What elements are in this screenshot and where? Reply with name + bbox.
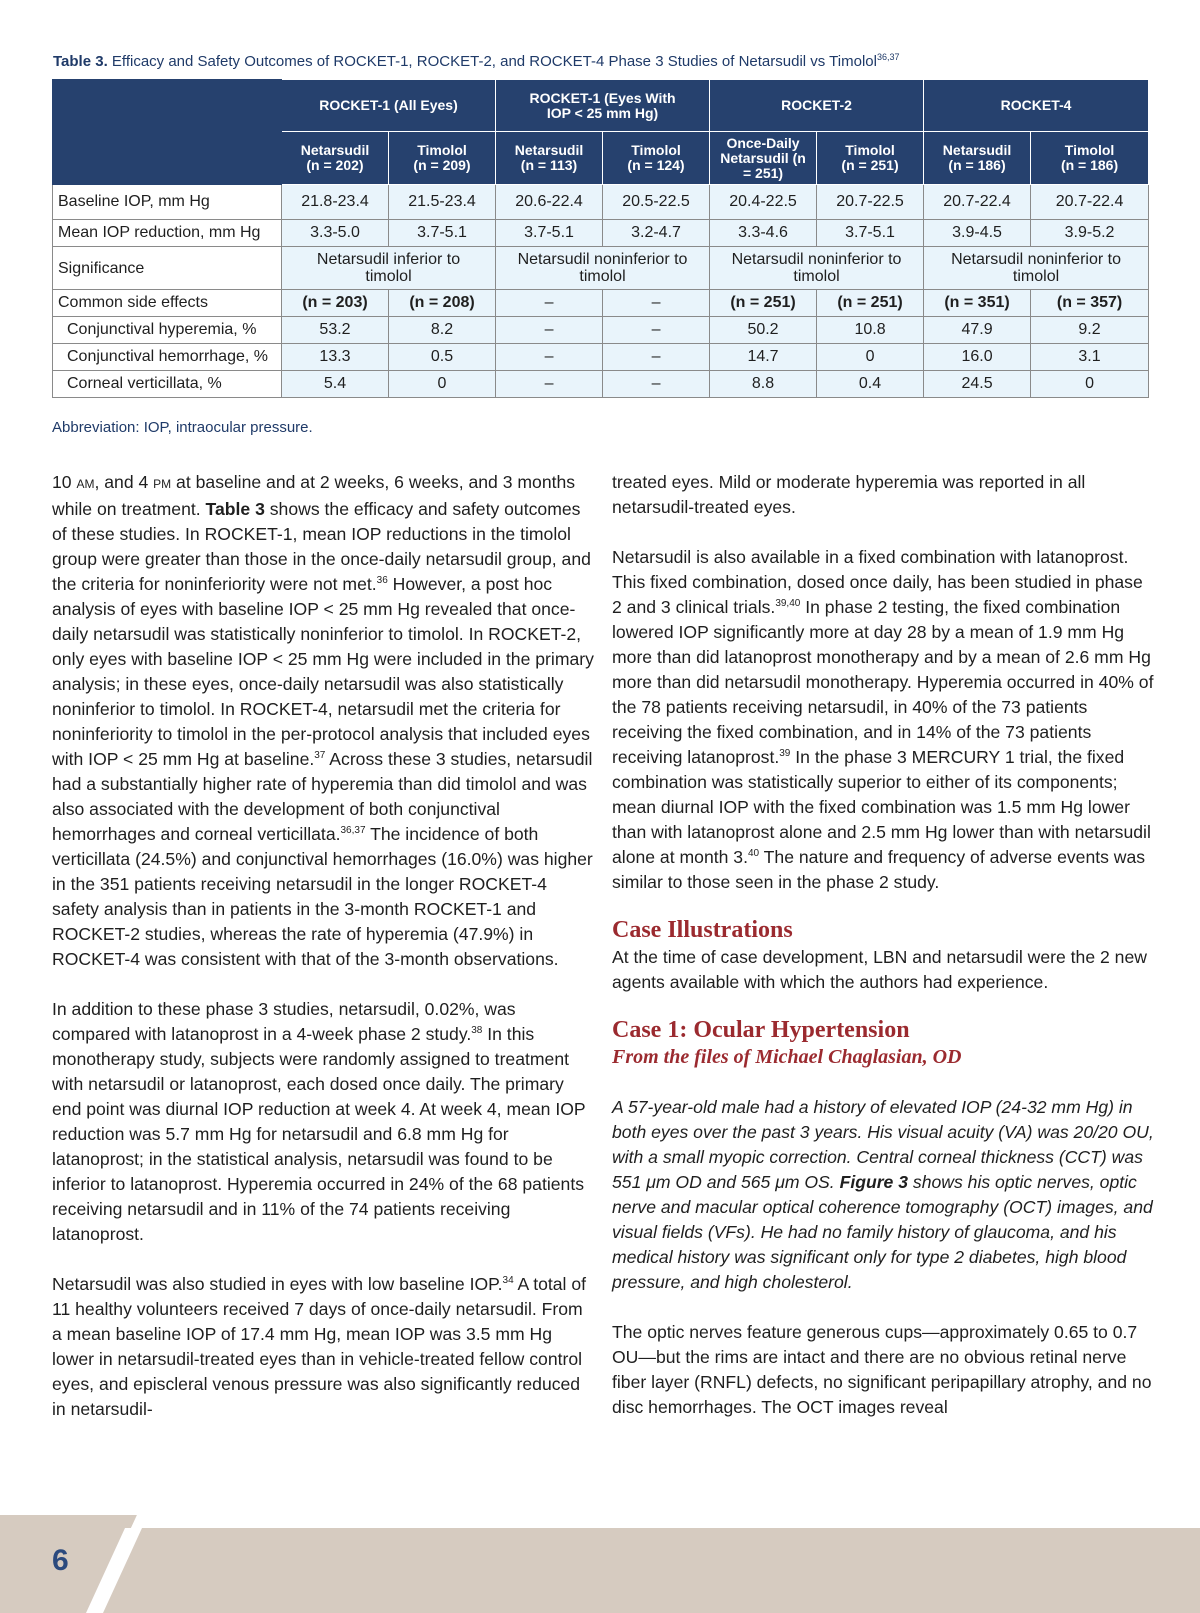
body-paragraph: Netarsudil is also available in a fixed combination with latanoprost. This fixed combination, dosed once daily, has been studied in phase 2 and 3 clinical trials.$^{39,40}$ In phase 2 testing, the fixed combination lowered IOP significantly more at day 28 by a mean of 1.9 mm Hg more than did latanoprost monotherapy and by a mean of 2.6 mm Hg more than did netarsudil monotherapy. Hyperemia occurred in 40% of the 78 patients receiving netarsudil, in 40% of the 73 patients receiving the fixed combination, and in 14% of the 73 patients receiving latanoprost.$^{39}$ In the phase 3 MERCURY 1 trial, the fixed combination was statistically superior to either of its components; mean diurnal IOP with the fixed combination was 1.5 mm Hg lower than with latanoprost alone and 2.5 mm Hg lower than with netarsudil alone at month 3.40 The nature and frequency of adverse events was similar to those seen in the phase 2 study.: [612, 547, 1154, 892]
table-cell: Netarsudil noninferior to timolol: [924, 247, 1149, 290]
table-cell: (n = 251): [710, 290, 817, 317]
table-caption-text: Efficacy and Safety Outcomes of ROCKET-1, ROCKET-2, and ROCKET-4 Phase 3 Studies of Netarsudil vs Timolol: [107, 53, 877, 70]
case-illustrations-section: [612, 915, 1157, 995]
body-paragraph: Netarsudil was also studied in eyes with low baseline IOP.$^{34}$ A total of 11 healthy volunteers received 7 days of once-daily netarsudil. From a mean baseline IOP of 17.4 mm Hg, mean IOP was 3.5 mm Hg lower in netarsudil-treated eyes than in vehicle-treated fellow control eyes, and episcleral venous pressure was also significantly reduced in netarsudil-: [52, 1274, 587, 1419]
table-cell: (n = 351): [924, 290, 1031, 317]
table-cell: 20.4-22.5: [710, 185, 817, 220]
table-cell: 53.2: [282, 317, 389, 344]
group-header: ROCKET-2: [710, 80, 924, 132]
efficacy-safety-table: [52, 79, 1149, 398]
table-row: [53, 317, 1149, 344]
table-cell: 8.8: [710, 371, 817, 398]
footer-band: [0, 1528, 1200, 1613]
table-cell: 0.4: [817, 371, 924, 398]
table-cell: (n = 357): [1031, 290, 1149, 317]
table-cell: –: [496, 371, 603, 398]
table-cell: –: [496, 317, 603, 344]
footer-top-notch: [0, 1515, 200, 1528]
table-cell: 0: [1031, 371, 1149, 398]
body-paragraph: treated eyes. Mild or moderate hyperemia was reported in all netarsudil-treated eyes.: [612, 472, 1086, 517]
table-cell: 50.2: [710, 317, 817, 344]
table-reference: Table 3: [205, 499, 265, 519]
table-caption: [53, 52, 900, 70]
table-cell: 3.3-4.6: [710, 220, 817, 247]
table-cell: 8.2: [389, 317, 496, 344]
arm-header: Netarsudil (n = 113): [496, 132, 603, 185]
table-caption-label: Table 3.: [53, 53, 108, 70]
row-label: Significance: [53, 247, 282, 290]
table-cell: Netarsudil noninferior to timolol: [710, 247, 924, 290]
arm-header: Netarsudil (n = 202): [282, 132, 389, 185]
right-column: [612, 470, 1157, 1420]
table-cell: –: [496, 344, 603, 371]
table-cell: 20.7-22.4: [1031, 185, 1149, 220]
table-cell: 3.7-5.1: [389, 220, 496, 247]
table-row: [53, 344, 1149, 371]
group-header: ROCKET-4: [924, 80, 1149, 132]
figure-reference: Figure 3: [839, 1172, 909, 1192]
table-cell: 20.7-22.5: [817, 185, 924, 220]
table-cell: –: [603, 344, 710, 371]
table-cell: 3.1: [1031, 344, 1149, 371]
case-1-section: [612, 1015, 1157, 1420]
table-cell: 16.0: [924, 344, 1031, 371]
table-cell: 47.9: [924, 317, 1031, 344]
table-cell: Netarsudil inferior to timolol: [282, 247, 496, 290]
table-cell: –: [603, 290, 710, 317]
case-heading: Case 1: Ocular Hypertension: [612, 1017, 910, 1043]
body-paragraph: The optic nerves feature generous cups—approximately 0.65 to 0.7 OU—but the rims are intact and there are no obvious retinal nerve fiber layer (RNFL) defects, no significant peripapillary atrophy, and no disc hemorrhages. The OCT images reveal: [612, 1322, 1152, 1417]
table-row: [53, 247, 1149, 290]
row-label: Common side effects: [53, 290, 282, 317]
row-label: Baseline IOP, mm Hg: [53, 185, 282, 220]
table-cell: (n = 251): [817, 290, 924, 317]
table-cell: 21.5-23.4: [389, 185, 496, 220]
table-cell: 10.8: [817, 317, 924, 344]
table-cell: –: [496, 290, 603, 317]
table-cell: 21.8-23.4: [282, 185, 389, 220]
arm-header: Timolol (n = 251): [817, 132, 924, 185]
row-label: Mean IOP reduction, mm Hg: [53, 220, 282, 247]
table-cell: 3.3-5.0: [282, 220, 389, 247]
table-cell: 3.9-5.2: [1031, 220, 1149, 247]
table-cell: –: [603, 317, 710, 344]
footer-slash-decoration: [0, 1528, 200, 1613]
table-cell: 3.7-5.1: [817, 220, 924, 247]
table-cell: 3.9-4.5: [924, 220, 1031, 247]
table-group-header-row: [53, 80, 1149, 132]
arm-header: Timolol (n = 124): [603, 132, 710, 185]
table-cell: 9.2: [1031, 317, 1149, 344]
group-header: ROCKET-1 (All Eyes): [282, 80, 496, 132]
table-cell: 20.7-22.4: [924, 185, 1031, 220]
table-cell: Netarsudil noninferior to timolol: [496, 247, 710, 290]
row-label: Corneal verticillata, %: [53, 371, 282, 398]
group-header: ROCKET-1 (Eyes With IOP < 25 mm Hg): [496, 80, 710, 132]
table-cell: 0: [389, 371, 496, 398]
case-byline: From the files of Michael Chaglasian, OD: [612, 1046, 962, 1068]
body-paragraph: At the time of case development, LBN and netarsudil were the 2 new agents available with which the authors had experience.: [612, 947, 1147, 992]
table-cell: (n = 208): [389, 290, 496, 317]
table-cell: 0: [817, 344, 924, 371]
table-cell: 13.3: [282, 344, 389, 371]
table-cell: 3.2-4.7: [603, 220, 710, 247]
table-row: [53, 371, 1149, 398]
section-heading: Case Illustrations: [612, 917, 793, 943]
table-cell: (n = 203): [282, 290, 389, 317]
table-cell: –: [603, 371, 710, 398]
body-paragraph: 10 AM, and 4 PM at baseline and at 2 weeks, 6 weeks, and 3 months while on treatment. Table 3 shows the efficacy and safety outcomes of these studies. In ROCKET-1, mean IOP reductions in the timolol group were greater than those in the once-daily netarsudil group, and the criteria for noninferiority were not met.$^{36}$ However, a post hoc analysis of eyes with baseline IOP < 25 mm Hg revealed that once-daily netarsudil was statistically noninferior to timolol. In ROCKET-2, only eyes with baseline IOP < 25 mm Hg were included in the primary analysis; in these eyes, once-daily netarsudil was also statistically noninferior to timolol. In ROCKET-4, netarsudil met the criteria for noninferiority to timolol in the per-protocol analysis that included eyes with IOP < 25 mm Hg at baseline.$^{37}$ Across these 3 studies, netarsudil had a substantially higher rate of hyperemia than did timolol and was also associated with the development of both conjunctival hemorrhages and corneal verticillata.$^{36,37}$ The incidence of both verticillata (24.5%) and conjunctival hemorrhages (16.0%) was higher in the 351 patients receiving netarsudil in the longer ROCKET-4 safety analysis than in patients in the 3-month ROCKET-1 and ROCKET-2 studies, whereas the rate of hyperemia (47.9%) in ROCKET-4 was consistent with that of the 3-month observations.: [52, 472, 594, 969]
table-cell: 20.5-22.5: [603, 185, 710, 220]
case-paragraph: A 57-year-old male had a history of elevated IOP (24-32 mm Hg) in both eyes over the past 3 years. His visual acuity (VA) was 20/20 OU, with a small myopic correction. Central corneal thickness (CCT) was 551 μm OD and 565 μm OS. Figure 3 shows his optic nerves, optic nerve and macular optical coherence tomography (OCT) images, and visual fields (VFs). He had no family history of glaucoma, and his medical history was significant only for type 2 diabetes, high blood pressure, and high cholesterol.: [612, 1097, 1154, 1292]
table-cell: 5.4: [282, 371, 389, 398]
arm-header: Netarsudil (n = 186): [924, 132, 1031, 185]
arm-header: Timolol (n = 186): [1031, 132, 1149, 185]
table-cell: 14.7: [710, 344, 817, 371]
table-row: [53, 290, 1149, 317]
table-footnote: Abbreviation: IOP, intraocular pressure.: [52, 419, 313, 436]
row-label: Conjunctival hemorrhage, %: [53, 344, 282, 371]
arm-header: Once-Daily Netarsudil (n = 251): [710, 132, 817, 185]
table-row: [53, 185, 1149, 220]
table-caption-refs: 36,37: [876, 52, 900, 62]
table-cell: 0.5: [389, 344, 496, 371]
table-row: [53, 220, 1149, 247]
table-corner-cell: [53, 80, 282, 185]
table-cell: 24.5: [924, 371, 1031, 398]
arm-header: Timolol (n = 209): [389, 132, 496, 185]
row-label: Conjunctival hyperemia, %: [53, 317, 282, 344]
table-cell: 20.6-22.4: [496, 185, 603, 220]
table-cell: 3.7-5.1: [496, 220, 603, 247]
page-number: 6: [52, 1544, 69, 1577]
left-column: [52, 470, 597, 1422]
body-paragraph: In addition to these phase 3 studies, netarsudil, 0.02%, was compared with latanoprost in a 4-week phase 2 study.$^{38}$ In this monotherapy study, subjects were randomly assigned to treatment with netarsudil or latanoprost, each dosed once daily. The primary end point was diurnal IOP reduction at week 4. At week 4, mean IOP reduction was 5.7 mm Hg for netarsudil and 6.8 mm Hg for latanoprost; in the statistical analysis, netarsudil was found to be inferior to latanoprost. Hyperemia occurred in 24% of the 68 patients receiving netarsudil and in 11% of the 74 patients receiving latanoprost.: [52, 999, 586, 1244]
